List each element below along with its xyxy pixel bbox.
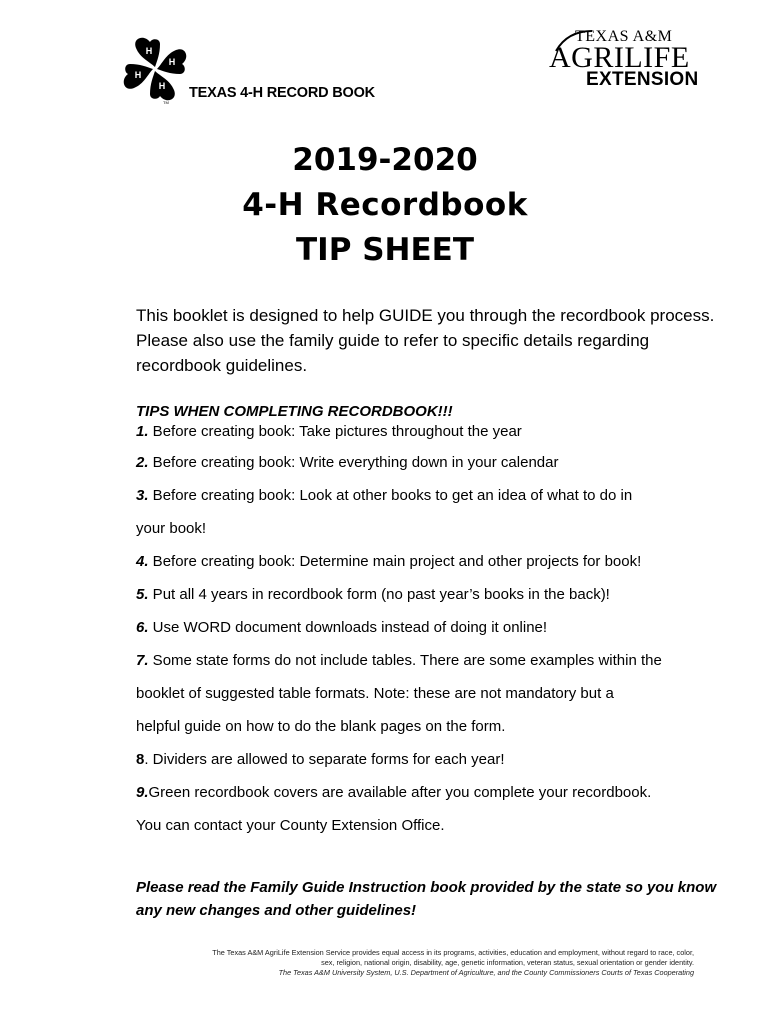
tip-text: Some state forms do not include tables. There are some examples within the xyxy=(148,652,662,669)
tip-number: 3. xyxy=(136,487,149,504)
four-leaf-clover-icon xyxy=(122,36,188,102)
tip-item-continued xyxy=(136,710,736,743)
tip-item xyxy=(136,545,736,578)
tip-number: 2. xyxy=(136,454,149,471)
tip-item-continued xyxy=(136,809,736,842)
tip-item xyxy=(136,776,736,809)
tips-list xyxy=(136,418,736,842)
tips-heading: TIPS WHEN COMPLETING RECORDBOOK!!! xyxy=(136,403,453,420)
svg-text:H: H xyxy=(134,70,142,80)
tip-text: Before creating book: Write everything down in your calendar xyxy=(148,454,559,471)
page-title xyxy=(0,138,770,273)
tip-number: 7. xyxy=(136,652,149,669)
closing-note: Please read the Family Guide Instruction book provided by the state so you know any new changes and other guidelines! xyxy=(136,879,717,919)
tip-item xyxy=(136,479,736,512)
tip-text: Before creating book: Look at other books to get an idea of what to do in xyxy=(148,487,633,504)
tip-number: 8 xyxy=(136,751,145,768)
svg-text:H: H xyxy=(168,57,176,67)
svg-text:H: H xyxy=(145,46,153,56)
tip-item xyxy=(136,743,736,776)
tip-number: 6. xyxy=(136,619,149,636)
tip-text: Use WORD document downloads instead of doing it online! xyxy=(148,619,548,636)
agrilife-extension-line: EXTENSION xyxy=(586,69,699,90)
footer-line: The Texas A&M University System, U.S. Department of Agriculture, and the County Commissioners Courts of Texas Cooperating xyxy=(278,968,694,977)
tip-number: 5. xyxy=(136,586,149,603)
tip-text: helpful guide on how to do the blank pages on the form. xyxy=(136,718,506,735)
tip-item xyxy=(136,446,736,479)
tip-text: Put all 4 years in recordbook form (no past year’s books in the back)! xyxy=(148,586,610,603)
tip-item xyxy=(136,644,736,677)
trademark-mark: TM xyxy=(163,100,169,105)
footer-line: The Texas A&M AgriLife Extension Service provides equal access in its programs, activities, education and employment, without regard to race, color, xyxy=(212,948,694,957)
title-recordbook: 4-H Recordbook xyxy=(242,187,528,223)
tip-text: Before creating book: Take pictures throughout the year xyxy=(148,423,522,440)
tips-section xyxy=(136,402,736,842)
tip-number: 4. xyxy=(136,553,149,570)
footer-line: sex, religion, national origin, disability, age, genetic information, veteran status, sexual orientation or gender identity. xyxy=(321,958,694,967)
page-header xyxy=(0,0,770,110)
tip-item-continued xyxy=(136,512,736,545)
tip-item xyxy=(136,611,736,644)
title-tip-sheet: TIP SHEET xyxy=(296,232,474,268)
svg-text:H: H xyxy=(158,81,166,91)
agrilife-extension-logo xyxy=(546,28,706,90)
intro-paragraph: This booklet is designed to help GUIDE you through the recordbook process. Please also use the family guide to refer to specific details regarding recordbook guidelines. xyxy=(136,306,715,375)
footer-disclaimer xyxy=(140,948,694,978)
tip-text: Before creating book: Determine main project and other projects for book! xyxy=(148,553,642,570)
record-book-label: TEXAS 4-H RECORD BOOK xyxy=(189,85,375,101)
tip-text: You can contact your County Extension Office. xyxy=(136,817,445,834)
tip-number: 1. xyxy=(136,423,149,440)
tip-item xyxy=(136,578,736,611)
agrilife-texas-line: TEXAS A&M xyxy=(575,28,673,45)
tip-text: . Dividers are allowed to separate forms for each year! xyxy=(144,751,505,768)
agrilife-name-line: AGRILIFE xyxy=(549,41,690,74)
tip-item xyxy=(136,418,736,446)
tip-text: Green recordbook covers are available after you complete your recordbook. xyxy=(148,784,652,801)
tip-text: your book! xyxy=(136,520,207,537)
title-year: 2019-2020 xyxy=(292,142,478,178)
tip-text: booklet of suggested table formats. Note: these are not mandatory but a xyxy=(136,685,614,702)
tip-item-continued xyxy=(136,677,736,710)
tip-number: 9. xyxy=(136,784,149,801)
